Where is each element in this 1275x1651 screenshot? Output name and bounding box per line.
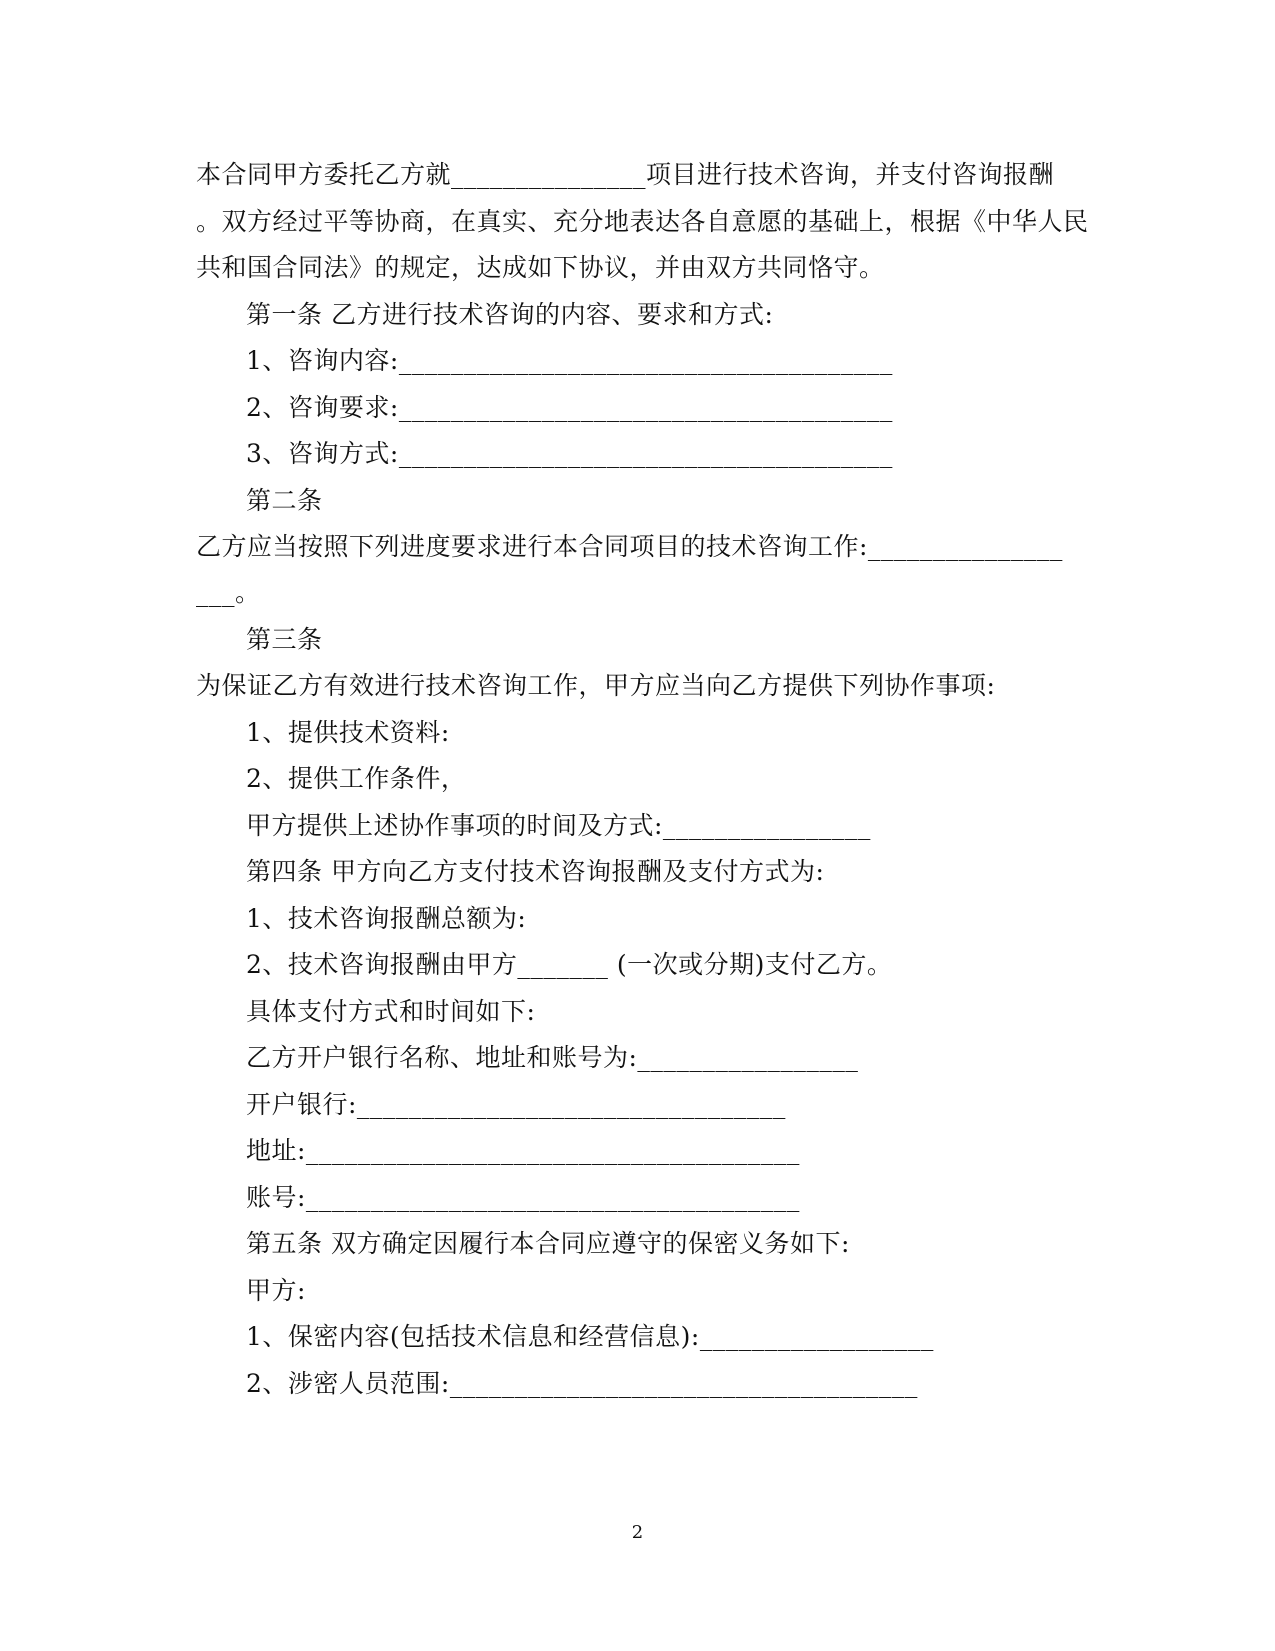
consult-requirement-field: 2、咨询要求:______________________________________ [246, 393, 893, 422]
confidential-content-field: 1、保密内容(包括技术信息和经营信息):__________________ [246, 1322, 934, 1351]
consult-method-field: 3、咨询方式:______________________________________ [246, 439, 893, 468]
paragraph-line-intro-1: 本合同甲方委托乙方就_______________项目进行技术咨询，并支付咨询报酬 [196, 160, 1055, 189]
article-2-heading: 第二条 [246, 486, 323, 515]
bank-info-field: 乙方开户银行名称、地址和账号为:_________________ [246, 1043, 859, 1072]
address-field: 地址:______________________________________ [246, 1136, 800, 1165]
article-3-heading: 第三条 [246, 625, 323, 654]
paragraph-line-intro-2: 。双方经过平等协商，在真实、充分地表达各自意愿的基础上，根据《中华人民 [196, 207, 1089, 236]
cooperation-time-method-field: 甲方提供上述协作事项的时间及方式:________________ [246, 811, 871, 840]
article-2-text-line-1: 乙方应当按照下列进度要求进行本合同项目的技术咨询工作:_______________ [196, 532, 1063, 561]
article-5-heading: 第五条 双方确定因履行本合同应遵守的保密义务如下: [246, 1229, 850, 1258]
article-3-text: 为保证乙方有效进行技术咨询工作，甲方应当向乙方提供下列协作事项: [196, 671, 996, 700]
article-2-text-line-2: ___。 [196, 578, 261, 607]
payment-installment-item: 2、技术咨询报酬由甲方_______ (一次或分期)支付乙方。 [246, 950, 893, 979]
paragraph-line-intro-3: 共和国合同法》的规定，达成如下协议，并由双方共同恪守。 [196, 253, 885, 282]
bank-name-field: 开户银行:_________________________________ [246, 1090, 786, 1119]
payment-schedule-text: 具体支付方式和时间如下: [246, 997, 536, 1026]
provide-work-conditions-item: 2、提供工作条件， [246, 764, 467, 793]
consult-content-field: 1、咨询内容:______________________________________ [246, 346, 893, 375]
party-a-label: 甲方: [246, 1276, 306, 1305]
page-number: 2 [631, 1522, 644, 1543]
account-number-field: 账号:______________________________________ [246, 1183, 800, 1212]
article-1-heading: 第一条 乙方进行技术咨询的内容、要求和方式: [246, 300, 774, 329]
provide-tech-data-item: 1、提供技术资料: [246, 718, 450, 747]
article-4-heading: 第四条 甲方向乙方支付技术咨询报酬及支付方式为: [246, 857, 825, 886]
total-fee-item: 1、技术咨询报酬总额为: [246, 904, 527, 933]
confidential-personnel-field: 2、涉密人员范围:____________________________________ [246, 1369, 918, 1398]
